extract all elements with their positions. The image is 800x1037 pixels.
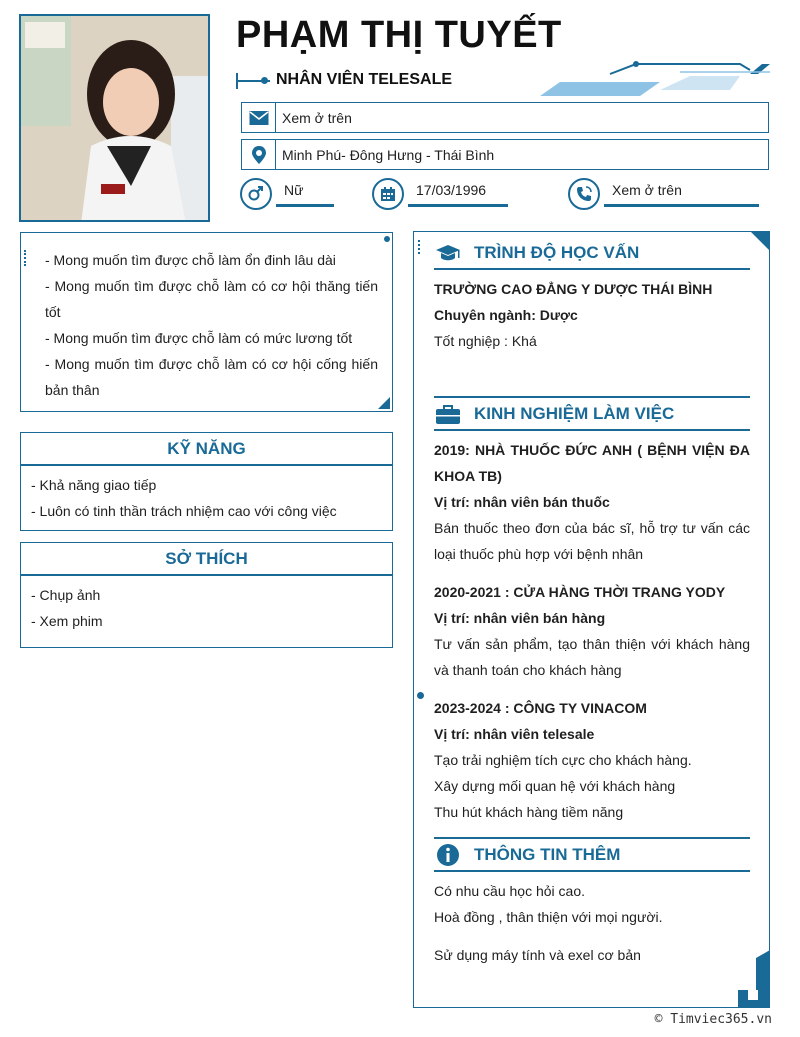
- profile-photo-illustration: [21, 16, 210, 222]
- experience-heading: KINH NGHIỆM LÀM VIỆC: [474, 403, 675, 423]
- job-description: Bán thuốc theo đơn của bác sĩ, hỗ trợ tư vấn các loại thuốc phù hợp với bệnh nhân: [434, 520, 750, 562]
- skills-heading: KỸ NĂNG: [21, 433, 392, 466]
- skill-item: - Luôn có tinh thần trách nhiệm cao với công việc: [31, 503, 337, 519]
- birthdate-value: 17/03/1996: [408, 182, 508, 207]
- education-major: Chuyên ngành: Dược: [434, 307, 578, 323]
- additional-info-section: [434, 837, 750, 968]
- header-decoration: [540, 60, 770, 100]
- email-row: [241, 102, 769, 133]
- additional-heading-row: [434, 837, 750, 872]
- phone-field: [568, 178, 759, 210]
- calendar-icon: [372, 178, 404, 210]
- gender-icon: [240, 178, 272, 210]
- birthdate-field: [372, 178, 508, 210]
- address-value: Minh Phú- Đông Hưng - Thái Bình: [282, 146, 495, 163]
- hobbies-section: [20, 542, 393, 648]
- education-school: TRƯỜNG CAO ĐẲNG Y DƯỢC THÁI BÌNH: [434, 281, 713, 297]
- candidate-name: PHẠM THỊ TUYẾT: [236, 14, 562, 56]
- skills-section: [20, 432, 393, 531]
- hobby-item: - Xem phim: [31, 613, 103, 629]
- additional-line: Có nhu cầu học hỏi cao.: [434, 883, 585, 899]
- briefcase-icon: [434, 400, 462, 428]
- career-objective-box: [20, 232, 393, 412]
- mail-icon: [242, 103, 276, 132]
- education-heading: TRÌNH ĐỘ HỌC VẤN: [474, 242, 640, 262]
- panel-side-dots: [418, 240, 420, 254]
- job-title: NHÂN VIÊN TELESALE: [276, 71, 453, 88]
- additional-heading: THÔNG TIN THÊM: [474, 844, 621, 864]
- objective-item: - Mong muốn tìm được chỗ làm có cơ hội cống hiến bản thân: [45, 356, 378, 398]
- experience-job: [434, 437, 750, 567]
- education-section: [434, 237, 750, 354]
- title-decor-dot: [261, 77, 268, 84]
- hobby-item: - Chụp ảnh: [31, 587, 101, 603]
- graduation-cap-icon: [434, 239, 462, 267]
- phone-icon: [568, 178, 600, 210]
- skill-item: - Khả năng giao tiếp: [31, 477, 157, 493]
- job-position: Vị trí: nhân viên bán hàng: [434, 610, 606, 626]
- objective-side-dots: [24, 250, 26, 266]
- info-icon: [434, 841, 462, 869]
- objective-item: - Mong muốn tìm được chỗ làm ổn đinh lâu dài: [45, 252, 336, 268]
- experience-job: [434, 579, 750, 683]
- experience-heading-row: [434, 396, 750, 431]
- footer-copyright: © Timviec365.vn: [654, 1012, 772, 1027]
- location-pin-icon: [242, 140, 276, 169]
- additional-line: Sử dụng máy tính và exel cơ bản: [434, 947, 641, 963]
- panel-side-dot: [417, 692, 424, 699]
- additional-line: Hoà đồng , thân thiện với mọi người.: [434, 909, 663, 925]
- job-description: Xây dựng mối quan hệ với khách hàng: [434, 778, 676, 794]
- job-company: 2019: NHÀ THUỐC ĐỨC ANH ( BỆNH VIỆN ĐA KHOA TB): [434, 442, 750, 484]
- job-position: Vị trí: nhân viên telesale: [434, 726, 595, 742]
- gender-value: Nữ: [276, 182, 334, 207]
- education-heading-row: [434, 237, 750, 270]
- objective-item: - Mong muốn tìm được chỗ làm có cơ hội thăng tiến tốt: [45, 278, 378, 320]
- profile-photo: [19, 14, 210, 222]
- experience-section: [434, 396, 750, 825]
- job-description: Tư vấn sản phẩm, tạo thân thiện với khách hàng và thanh toán cho khách hàng: [434, 636, 750, 678]
- education-grade: Tốt nghiệp : Khá: [434, 333, 537, 349]
- gender-field: [240, 178, 334, 210]
- objective-item: - Mong muốn tìm được chỗ làm có mức lương tốt: [45, 330, 353, 346]
- objective-corner-triangle: [378, 397, 390, 409]
- panel-corner-decor-top: [750, 231, 770, 251]
- phone-value: Xem ở trên: [604, 182, 759, 207]
- job-description: Tạo trải nghiệm tích cực cho khách hàng.: [434, 752, 692, 768]
- job-description: Thu hút khách hàng tiềm năng: [434, 804, 624, 820]
- hobbies-heading: SỞ THÍCH: [21, 543, 392, 576]
- address-row: [241, 139, 769, 170]
- job-company: 2020-2021 : CỬA HÀNG THỜI TRANG YODY: [434, 584, 726, 600]
- experience-job: [434, 695, 750, 825]
- job-company: 2023-2024 : CÔNG TY VINACOM: [434, 700, 647, 716]
- email-value: Xem ở trên: [282, 109, 352, 126]
- objective-corner-dot: [384, 236, 390, 242]
- job-position: Vị trí: nhân viên bán thuốc: [434, 494, 610, 510]
